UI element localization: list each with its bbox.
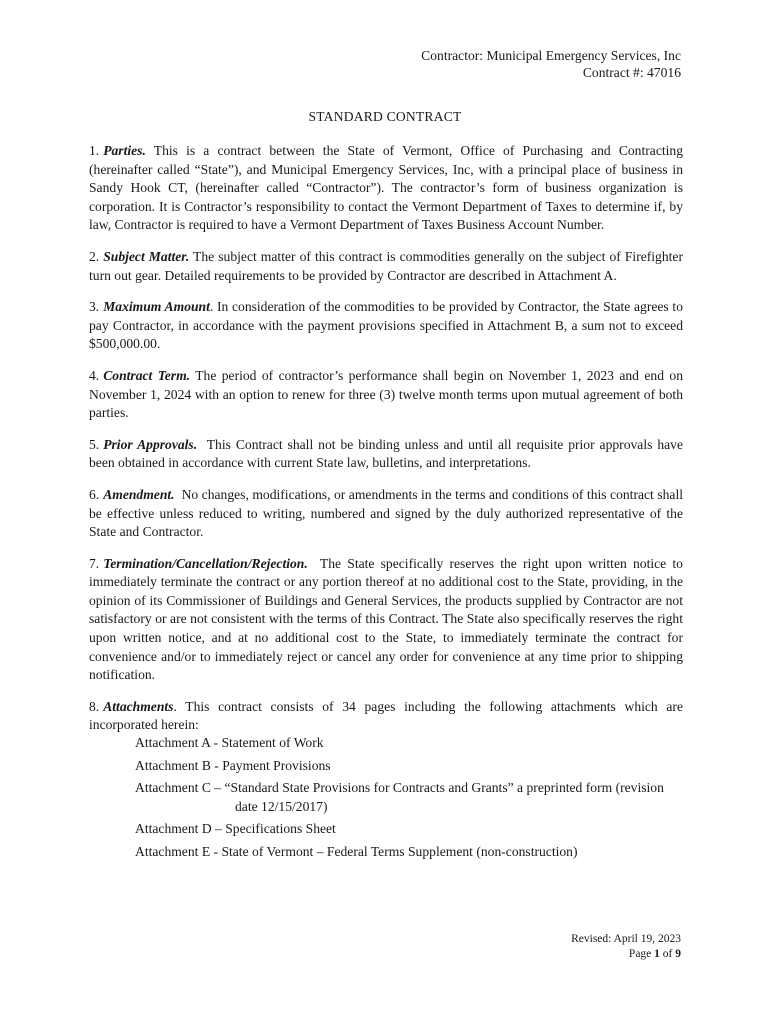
attachment-item bbox=[135, 820, 683, 839]
attachment-label: Attachment E - State of Vermont – Federal Terms Supplement (non-construction) bbox=[135, 844, 578, 859]
section-number: 1. bbox=[89, 143, 100, 158]
section-number: 3. bbox=[89, 299, 100, 315]
page-total: 9 bbox=[675, 948, 681, 960]
section-heading: Prior Approvals. bbox=[103, 436, 198, 452]
section-number: 2. bbox=[89, 248, 100, 264]
attachment-continuation: date 12/15/2017) bbox=[235, 798, 328, 814]
section-text: . This contract consists of 34 pages including the following attachments which are incorporated herein: bbox=[89, 698, 683, 733]
contract-body bbox=[89, 142, 683, 866]
attachment-list bbox=[135, 734, 683, 862]
section-termination bbox=[89, 555, 683, 685]
attachment-item bbox=[135, 734, 683, 753]
section-number: 8. bbox=[89, 698, 100, 714]
page-prefix: Page bbox=[628, 948, 655, 960]
section-heading: Amendment. bbox=[103, 486, 175, 502]
section-number: 7. bbox=[89, 555, 100, 571]
section-amendment bbox=[89, 486, 683, 542]
contractor-line: Contractor: Municipal Emergency Services, Inc bbox=[421, 48, 681, 63]
revised-date: Revised: April 19, 2023 bbox=[571, 933, 681, 945]
page-indicator bbox=[571, 947, 681, 962]
page-number: 1 bbox=[654, 948, 660, 960]
page-header bbox=[421, 47, 681, 81]
section-text: . In consideration of the commodities to be provided by Contractor, the State agrees to pay Contractor, in accordance with the payment provisions specified in Attachment B, a sum not to exceed $500,000.00. bbox=[89, 299, 683, 352]
section-text: The period of contractor’s performance shall begin on November 1, 2023 and end on November 1, 2024 with an option to renew for three (3) twelve month terms upon mutual agreement of both parties. bbox=[89, 367, 683, 421]
section-text: The subject matter of this contract is commodities generally on the subject of Firefighter turn out gear. Detailed requirements to be provided by Contractor are described in Attachment A. bbox=[89, 248, 683, 283]
section-prior-approvals bbox=[89, 436, 683, 473]
contract-number-line: Contract #: 47016 bbox=[582, 65, 681, 80]
attachment-item bbox=[135, 843, 683, 862]
section-text: No changes, modifications, or amendments in the terms and conditions of this contract shall be effective unless reduced to writing, numbered and signed by the duly authorized representative of the State and Contractor. bbox=[89, 486, 683, 540]
section-heading: Parties. bbox=[103, 143, 146, 158]
section-number: 6. bbox=[89, 486, 100, 502]
section-subject-matter bbox=[89, 248, 683, 285]
section-heading: Contract Term. bbox=[103, 367, 191, 383]
document-title: STANDARD CONTRACT bbox=[308, 109, 462, 124]
section-text: This is a contract between the State of Vermont, Office of Purchasing and Contracting (hereinafter called “State”), and Municipal Emergency Services, Inc, with a principal place of business in Sandy Hook CT, (hereinafter called “Contractor”). The contractor’s form of business organization is corporation. It is Contractor’s responsibility to contact the Vermont Department of Taxes to determine if, by law, Contractor is required to have a Vermont Department of Taxes Business Account Number. bbox=[89, 143, 683, 233]
section-contract-term bbox=[89, 367, 683, 423]
section-maximum-amount bbox=[89, 298, 683, 354]
attachment-label: Attachment D – Specifications Sheet bbox=[135, 821, 336, 837]
section-parties bbox=[89, 142, 683, 235]
section-number: 5. bbox=[89, 436, 100, 452]
attachment-item bbox=[135, 779, 683, 816]
attachment-label: Attachment C – “Standard State Provisions for Contracts and Grants” a preprinted form (revision bbox=[135, 780, 664, 796]
attachment-item bbox=[135, 757, 683, 776]
section-heading: Maximum Amount bbox=[103, 299, 210, 315]
section-number: 4. bbox=[89, 367, 100, 383]
section-heading: Subject Matter. bbox=[103, 248, 190, 264]
section-text: This Contract shall not be binding unless and until all requisite prior approvals have been obtained in accordance with current State law, bulletins, and interpretations. bbox=[89, 436, 683, 471]
section-heading: Termination/Cancellation/Rejection. bbox=[103, 555, 308, 571]
section-attachments bbox=[89, 698, 683, 735]
page-footer bbox=[571, 932, 681, 962]
section-text: The State specifically reserves the right upon written notice to immediately terminate the contract or any portion thereof at no additional cost to the State, providing, in the opinion of its Commissioner of Buildings and General Services, the products supplied by Contractor are not satisfactory or are not consistent with the terms of this Contract. The State also specifically reserves the right upon written notice, and at no additional cost to the State, to immediately terminate the contract for convenience and/or to immediately reject or cancel any order for convenience at any time prior to shipping notification. bbox=[89, 555, 683, 683]
page-middle: of bbox=[659, 948, 676, 960]
attachment-label: Attachment B - Payment Provisions bbox=[135, 757, 331, 773]
section-heading: Attachments bbox=[103, 698, 174, 714]
attachment-label: Attachment A - Statement of Work bbox=[135, 735, 324, 751]
